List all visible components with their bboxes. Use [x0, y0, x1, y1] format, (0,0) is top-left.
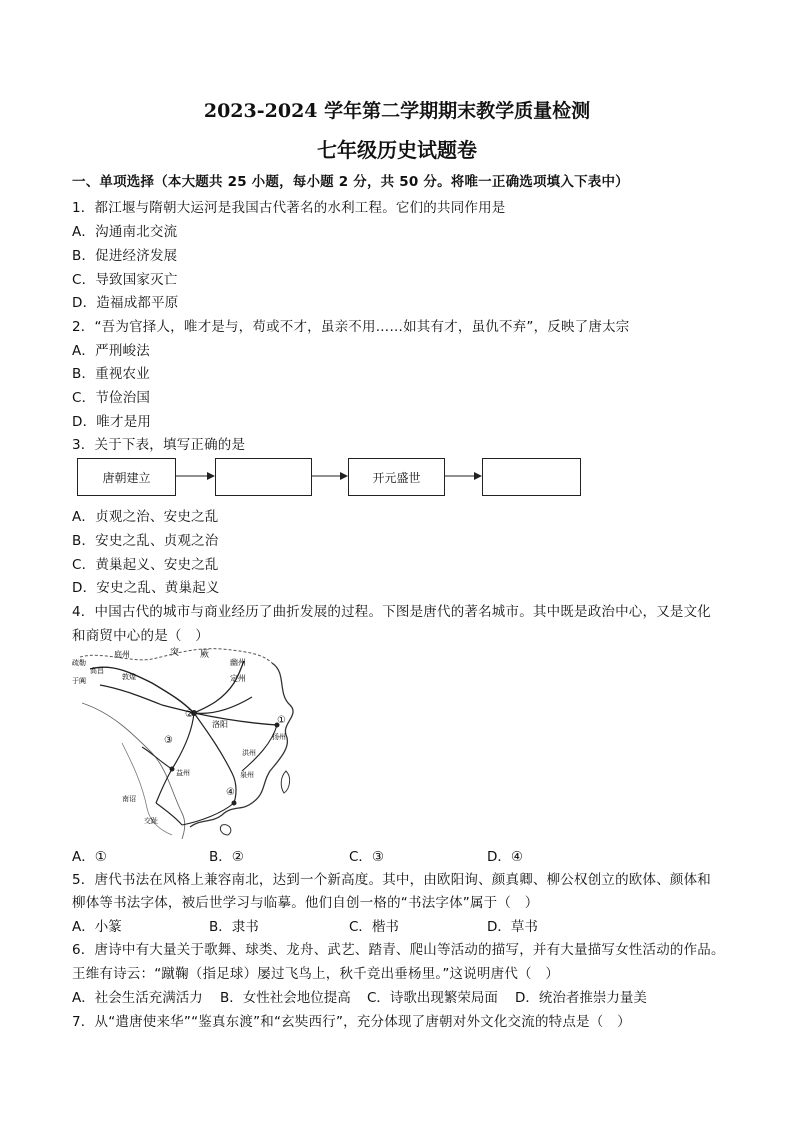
question-3-option-d: D．安史之乱、黄巢起义	[72, 580, 220, 596]
question-4-option-d: D．④	[487, 849, 523, 865]
map-label: 厥	[200, 650, 210, 660]
map-label: 敦煌	[122, 673, 136, 681]
question-3-stem: 3．关于下表，填写正确的是	[72, 437, 246, 453]
question-3-option-b: B．安史之乱、贞观之治	[72, 533, 219, 549]
question-5-stem-line-2: 柳体等书法字体，被后世学习与临摹。他们自创一格的“书法字体”属于（ ）	[72, 895, 539, 911]
question-5-stem-line-1: 5．唐代书法在风格上兼容南北，达到一个新高度。其中，由欧阳询、颜真卿、柳公权创立的欧体、颜体和	[72, 872, 711, 888]
map-label: 突	[170, 648, 180, 658]
flow-box-blank-1	[215, 458, 312, 496]
map-label: ④	[226, 787, 235, 798]
city-dot	[170, 767, 175, 772]
question-6-option-a: A．社会生活充满活力	[72, 990, 203, 1006]
flow-box-blank-2	[482, 458, 581, 496]
map-label: 洛阳	[212, 720, 228, 729]
section-heading: 一、单项选择（本大题共 25 小题，每小题 2 分，共 50 分。将唯一正确选项填入下表中）	[72, 174, 629, 190]
question-6-option-b: B．女性社会地位提高	[220, 990, 351, 1006]
map-label: ③	[164, 735, 173, 746]
flow-box-tang-founded: 唐朝建立	[77, 458, 176, 496]
question-2-option-a: A．严刑峻法	[72, 343, 150, 359]
flow-box-kaiyuan: 开元盛世	[348, 458, 445, 496]
question-5-option-c: C．楷书	[349, 919, 399, 935]
map-label: 于阗	[72, 677, 86, 685]
map-label: 幽州	[230, 658, 246, 667]
exam-subtitle: 七年级历史试题卷	[317, 138, 477, 162]
map-graphic	[72, 643, 312, 839]
question-7-stem: 7．从“遣唐使来华”“鉴真东渡”和“玄奘西行”，充分体现了唐朝对外文化交流的特点是（ ）	[72, 1014, 631, 1030]
question-1-option-a: A．沟通南北交流	[72, 224, 178, 240]
question-2-option-b: B．重视农业	[72, 366, 150, 382]
question-1-option-b: B．促进经济发展	[72, 248, 178, 264]
tang-cities-map	[72, 643, 312, 839]
question-2-option-c: C．节俭治国	[72, 390, 151, 406]
question-6-stem-line-1: 6．唐诗中有大量关于歌舞、球类、龙舟、武艺、踏青、爬山等活动的描写，并有大量描写女性活动的作品。	[72, 942, 725, 958]
map-label: 泉州	[240, 771, 254, 779]
map-label: ①	[277, 715, 286, 726]
question-4-option-a: A．①	[72, 849, 107, 865]
map-label: 定州	[230, 674, 246, 683]
map-label: 交趾	[144, 817, 158, 825]
question-6-option-d: D．统治者推崇力量美	[515, 990, 647, 1006]
question-4-option-b: B．②	[209, 849, 244, 865]
question-6-option-c: C．诗歌出现繁荣局面	[367, 990, 498, 1006]
exam-title: 2023-2024 学年第二学期期末教学质量检测	[203, 100, 591, 122]
map-label: 洪州	[242, 749, 256, 757]
question-5-option-b: B．隶书	[209, 919, 259, 935]
question-3-option-c: C．黄巢起义、安史之乱	[72, 557, 219, 573]
map-label: 疏勒	[72, 659, 86, 667]
question-4-option-c: C．③	[349, 849, 385, 865]
map-label: ②	[185, 709, 194, 720]
map-label: 益州	[176, 769, 190, 777]
question-3-option-a: A．贞观之治、安史之乱	[72, 509, 219, 525]
question-4-stem-line-2: 和商贸中心的是（ ）	[72, 628, 209, 644]
question-2-option-d: D．唯才是用	[72, 414, 152, 430]
city-dot	[232, 801, 237, 806]
question-4-stem-line-1: 4．中国古代的城市与商业经历了曲折发展的过程。下图是唐代的著名城市。其中既是政治中心，又是文化	[72, 604, 711, 620]
question-3-flowchart	[77, 458, 582, 496]
question-5-option-d: D．草书	[487, 919, 538, 935]
map-label: 南诏	[122, 795, 136, 803]
question-1-option-c: C．导致国家灭亡	[72, 272, 178, 288]
question-5-option-a: A．小篆	[72, 919, 122, 935]
map-label: 高昌	[90, 667, 104, 675]
map-label: 庭州	[114, 650, 130, 659]
question-1-stem: 1．都江堰与隋朝大运河是我国古代著名的水利工程。它们的共同作用是	[72, 200, 506, 216]
question-2-stem: 2．“吾为官择人，唯才是与，苟或不才，虽亲不用……如其有才，虽仇不弃”，反映了唐太宗	[72, 319, 630, 335]
question-1-option-d: D．造福成都平原	[72, 295, 179, 311]
map-label: 扬州	[272, 733, 286, 741]
question-6-stem-line-2: 王维有诗云：“蹴鞠（指足球）屡过飞鸟上，秋千竞出垂杨里。”这说明唐代（ ）	[72, 966, 560, 982]
